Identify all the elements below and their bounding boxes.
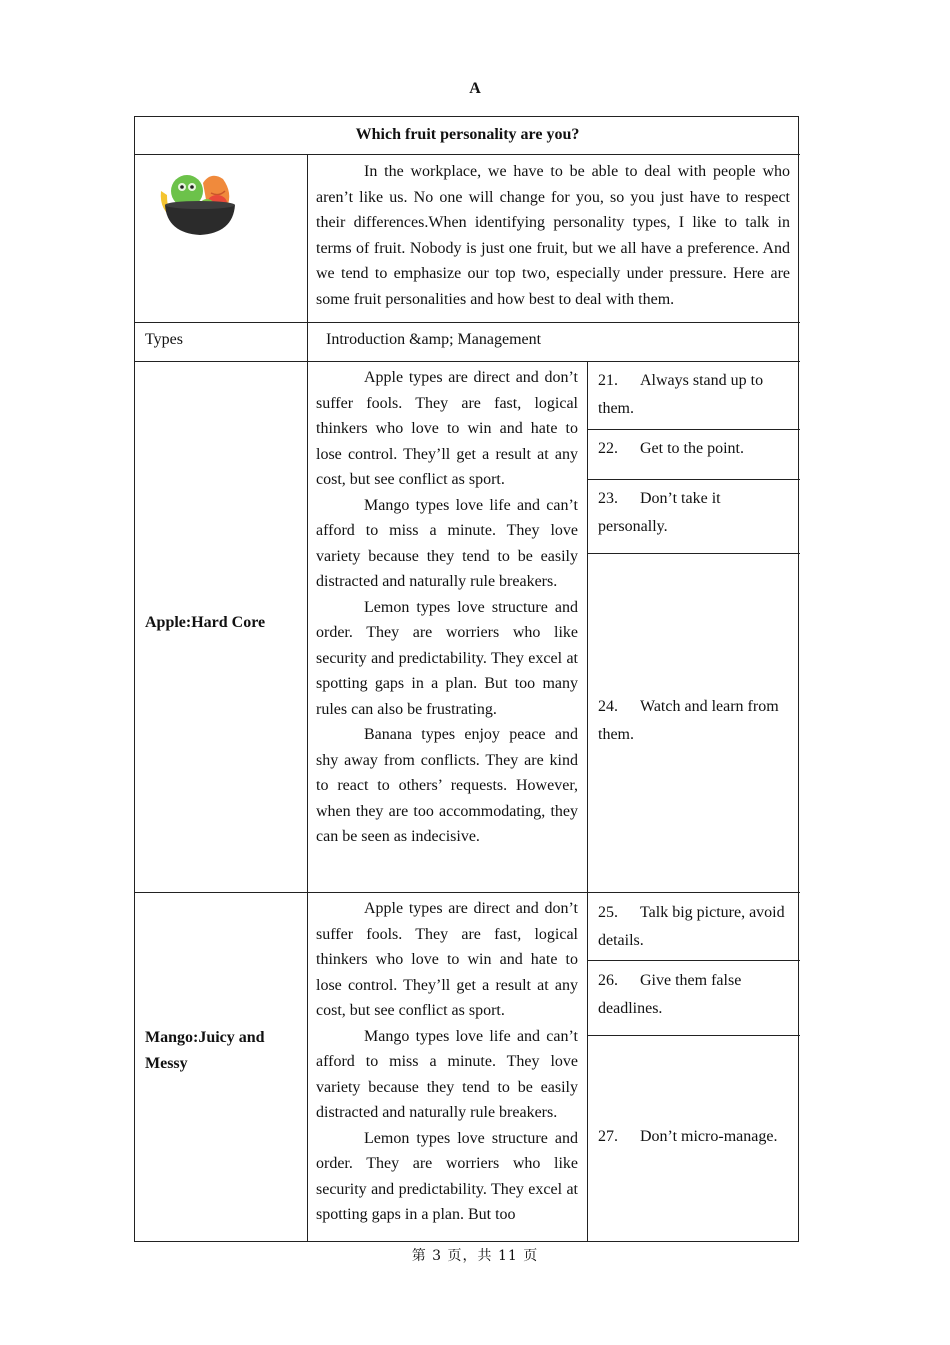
header-introduction: Introduction &amp; Management — [326, 331, 542, 348]
type-label-line: Messy — [145, 1054, 188, 1072]
tip-23 — [588, 479, 800, 541]
tip-number: 25. — [598, 904, 618, 921]
section-letter: A — [469, 80, 481, 97]
tip-25 — [588, 893, 800, 955]
table-title: Which fruit personality are you? — [355, 126, 580, 143]
row-2-introduction — [316, 896, 578, 1241]
paragraph-apple: Apple types are direct and don’t suffer fools. They are fast, logical thinkers who love to win and hate to lose control. They’ll get a result at any cost, but see conflict as sport. — [316, 369, 578, 488]
type-label-line: Mango:Juicy and — [145, 1029, 265, 1046]
tip-27 — [588, 1117, 800, 1151]
row-1-introduction — [316, 365, 578, 850]
page-footer: 第 3 页，共 11 页 — [411, 1248, 539, 1264]
tip-text: Don’t micro-manage. — [640, 1128, 778, 1145]
tip-number: 27. — [598, 1128, 618, 1145]
paragraph-lemon: Lemon types love structure and order. They are worriers who like security and predictability. They excel at spotting gaps in a plan. But too — [316, 1129, 578, 1223]
tip-text: Watch and learn from them. — [598, 698, 779, 743]
tip-text: Talk big picture, avoid details. — [598, 904, 785, 949]
tip-number: 26. — [598, 972, 618, 989]
tip-text: Get to the point. — [640, 440, 744, 457]
tip-number: 24. — [598, 698, 618, 715]
intro-text: In the workplace, we have to be able to deal with people who aren’t like us. No one will change for you, so you just have to respect their differences.When identifying personality types, I like to talk in terms of fruit. Nobody is just one fruit, but we all have a preference. And we tend to emphasize our top two, especially under pressure. Here are some fruit personalities and how best to deal with them. — [316, 163, 790, 308]
tip-number: 22. — [598, 440, 618, 457]
tip-text: Give them false deadlines. — [598, 972, 742, 1017]
fruit-personality-table — [134, 116, 799, 1242]
tip-text: Don’t take it personally. — [598, 490, 721, 535]
header-types: Types — [145, 331, 183, 348]
type-label-mango — [145, 1025, 265, 1076]
type-label-apple: Apple:Hard Core — [145, 614, 266, 631]
paragraph-mango: Mango types love life and can’t afford to miss a minute. They love variety because they tend to be easily distracted and naturally rule breakers. — [316, 496, 578, 590]
tip-number: 23. — [598, 490, 618, 507]
tip-21 — [588, 361, 800, 423]
intro-paragraph — [316, 159, 790, 312]
fruit-bowl-icon — [153, 153, 243, 243]
tip-26 — [588, 961, 800, 1023]
paragraph-banana: Banana types enjoy peace and shy away from conflicts. They are kind to react to others’ requests. However, when they are too accommodating, they can be seen as indecisive. — [316, 726, 578, 845]
paragraph-apple: Apple types are direct and don’t suffer fools. They are fast, logical thinkers who love to win and hate to lose control. They’ll get a result at any cost, but see conflict as sport. — [316, 900, 578, 1019]
tip-number: 21. — [598, 372, 618, 389]
paragraph-mango: Mango types love life and can’t afford to miss a minute. They love variety because they tend to be easily distracted and naturally rule breakers. — [316, 1027, 578, 1121]
tip-22 — [588, 429, 800, 463]
tip-text: Always stand up to them. — [598, 372, 764, 417]
tip-24 — [588, 687, 800, 749]
paragraph-lemon: Lemon types love structure and order. They are worriers who like security and predictability. They excel at spotting gaps in a plan. But too many rules can also be frustrating. — [316, 598, 578, 718]
